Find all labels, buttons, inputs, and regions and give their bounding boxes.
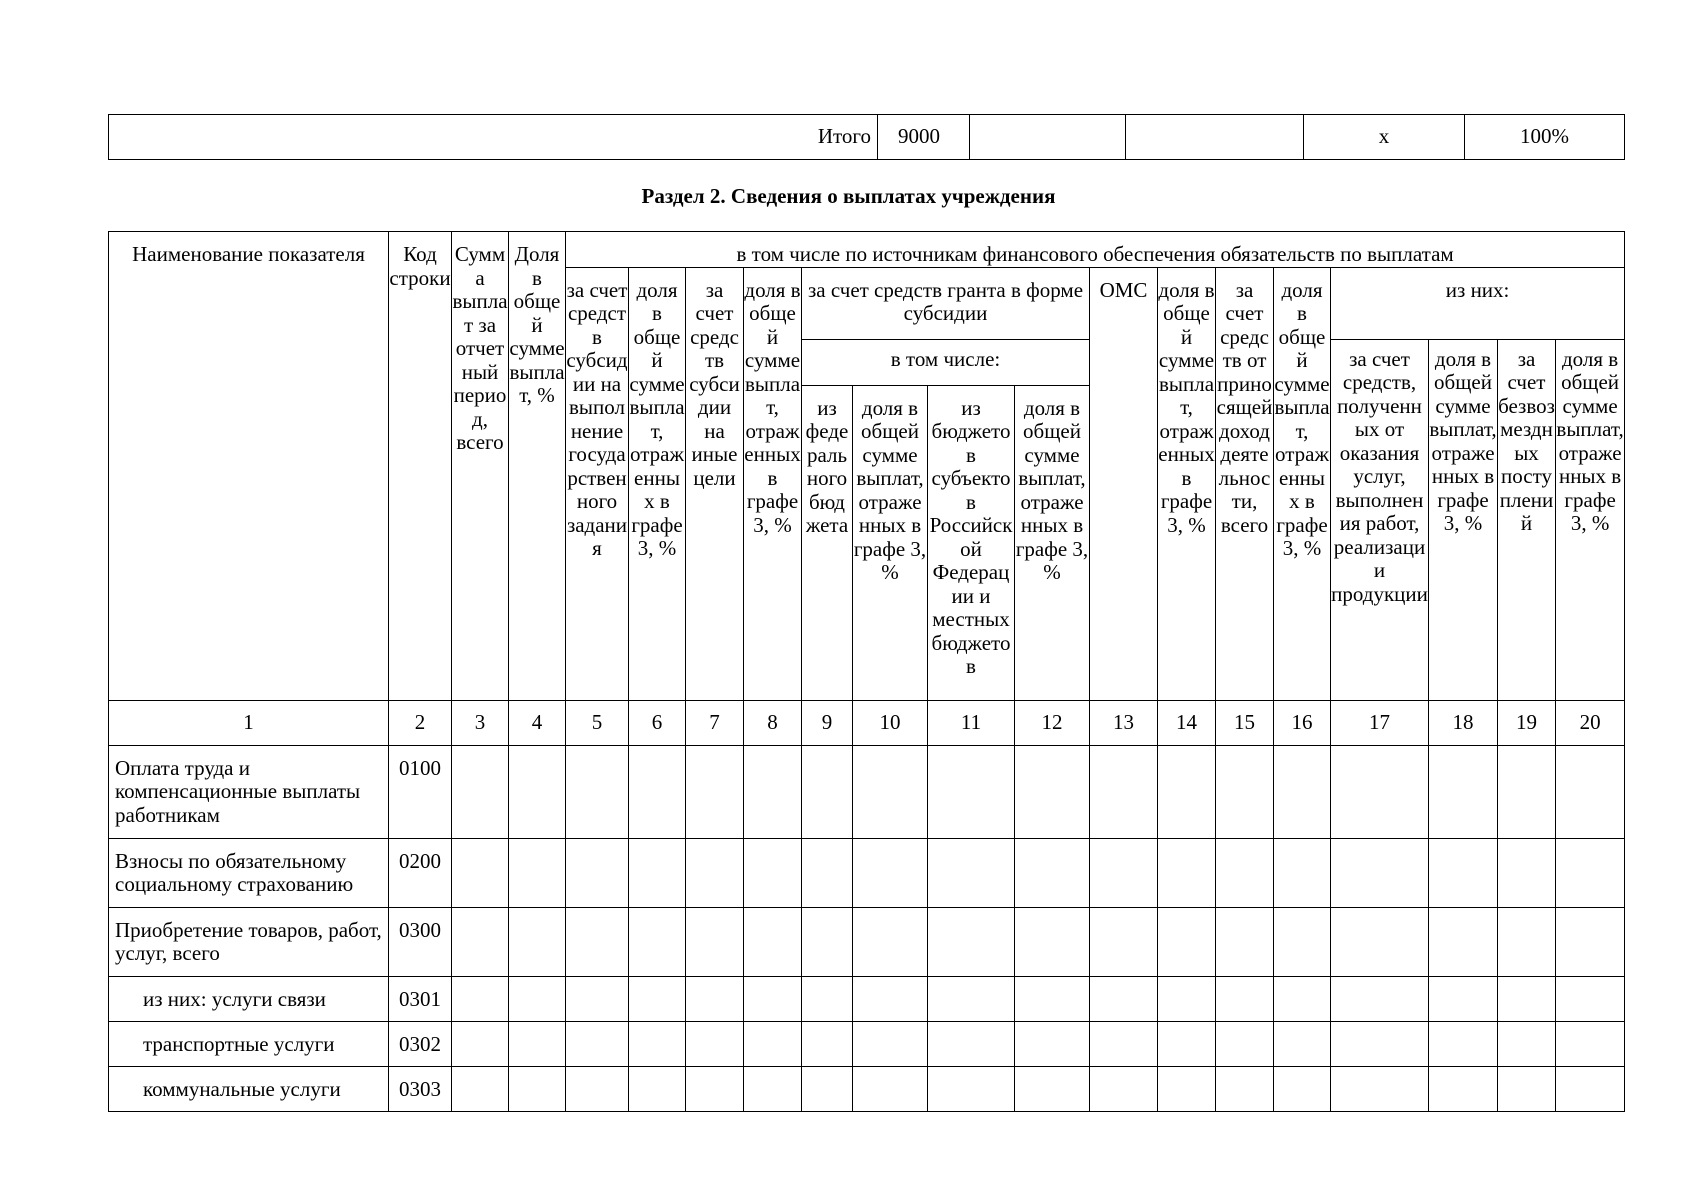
table-row [109,838,1625,907]
data-cell [1090,1021,1158,1066]
column-number: 18 [1429,700,1498,745]
data-cell [1556,838,1625,907]
row-label: Приобретение товаров, работ, услуг, всего [109,907,389,976]
itogo-cell: x [1304,115,1465,160]
data-cell [1015,907,1090,976]
column-number: 19 [1498,700,1556,745]
column-number: 7 [686,700,744,745]
data-cell [802,838,853,907]
itogo-cell [970,115,1126,160]
data-cell [853,1021,928,1066]
data-cell [1274,907,1331,976]
data-cell [1429,1066,1498,1111]
header-col-10: доля в общей сумме выплат, отраженных в графе 3, % [853,385,928,700]
data-cell [629,745,686,838]
data-cell [744,745,802,838]
data-cell [1158,745,1216,838]
data-cell [566,838,629,907]
data-cell [1274,1066,1331,1111]
data-cell [802,745,853,838]
header-col-11: из бюджетов субъектов Российской Федерации и местных бюджетов [928,385,1015,700]
header-sources: в том числе по источникам финансового обеспечения обязательств по выплатам [566,232,1625,268]
data-cell [452,838,509,907]
column-number: 6 [629,700,686,745]
data-cell [1556,976,1625,1021]
row-code: 0200 [389,838,452,907]
data-cell [1216,907,1274,976]
column-number: 20 [1556,700,1625,745]
data-cell [744,907,802,976]
data-cell [1556,907,1625,976]
itogo-row [109,115,1625,160]
data-cell [1090,1066,1158,1111]
data-cell [1331,1066,1429,1111]
column-number: 13 [1090,700,1158,745]
data-cell [566,1021,629,1066]
data-cell [853,1066,928,1111]
data-cell [686,1021,744,1066]
payments-table [108,231,1625,1112]
data-cell [452,907,509,976]
data-cell [629,1021,686,1066]
header-col-15: за счет средств от приносящей доход деятельности, всего [1216,267,1274,700]
header-col-17: за счет средств, полученных от оказания услуг, выполнения работ, реализации продукции [1331,339,1429,700]
column-number: 8 [744,700,802,745]
section-title: Раздел 2. Сведения о выплатах учреждения [641,184,1056,208]
data-cell [509,1021,566,1066]
data-cell [452,1021,509,1066]
itogo-cell: 100% [1465,115,1625,160]
header-incl: в том числе: [802,339,1090,385]
column-number: 10 [853,700,928,745]
data-cell [1274,745,1331,838]
column-number: 15 [1216,700,1274,745]
header-grant: за счет средств гранта в форме субсидии [802,267,1090,339]
itogo-table [108,114,1625,160]
data-cell [1498,1066,1556,1111]
itogo-label: Итого [109,115,878,160]
row-label: Взносы по обязательному социальному страхованию [109,838,389,907]
data-cell [1274,1021,1331,1066]
data-cell [509,838,566,907]
column-number: 17 [1331,700,1429,745]
itogo-code: 9000 [878,115,970,160]
row-code: 0100 [389,745,452,838]
data-cell [928,907,1015,976]
column-number: 16 [1274,700,1331,745]
row-label: Оплата труда и компенсационные выплаты работникам [109,745,389,838]
header-col-18: доля в общей сумме выплат, отраженных в графе 3, % [1429,339,1498,700]
data-cell [1015,1021,1090,1066]
column-number: 3 [452,700,509,745]
header-col-20: доля в общей сумме выплат, отраженных в графе 3, % [1556,339,1625,700]
row-label: транспортные услуги [109,1021,389,1066]
data-cell [1158,976,1216,1021]
data-cell [744,1066,802,1111]
header-row-1 [109,232,1625,268]
data-cell [853,976,928,1021]
data-cell [1331,838,1429,907]
data-cell [1331,745,1429,838]
column-number: 9 [802,700,853,745]
data-cell [853,745,928,838]
data-cell [802,1066,853,1111]
data-cell [566,907,629,976]
header-col-7: за счет средств субсидии на иные цели [686,267,744,700]
row-label: коммунальные услуги [109,1066,389,1111]
data-cell [1274,838,1331,907]
header-col-19: за счет безвозмездных поступлений [1498,339,1556,700]
data-cell [1429,976,1498,1021]
data-cell [509,907,566,976]
data-cell [1158,1066,1216,1111]
data-cell [744,1021,802,1066]
data-cell [1498,745,1556,838]
data-cell [452,745,509,838]
column-number: 4 [509,700,566,745]
data-cell [1216,745,1274,838]
data-cell [1429,745,1498,838]
data-cell [686,745,744,838]
data-cell [686,976,744,1021]
data-cell [452,976,509,1021]
data-cell [928,1066,1015,1111]
data-cell [802,907,853,976]
data-cell [1015,838,1090,907]
data-cell [629,907,686,976]
data-cell [1216,838,1274,907]
table-row [109,745,1625,838]
data-cell [1015,745,1090,838]
data-cell [1216,1066,1274,1111]
data-cell [1158,907,1216,976]
data-cell [1090,907,1158,976]
data-cell [629,1066,686,1111]
data-cell [802,976,853,1021]
row-code: 0303 [389,1066,452,1111]
data-cell [566,745,629,838]
itogo-cell [1126,115,1304,160]
table-row [109,1021,1625,1066]
data-cell [1498,838,1556,907]
data-cell [1556,1066,1625,1111]
data-cell [853,907,928,976]
header-col-8: доля в общей сумме выплат, отраженных в графе 3, % [744,267,802,700]
table-row [109,976,1625,1021]
header-col-16: доля в общей сумме выплат, отраженных в графе 3, % [1274,267,1331,700]
data-cell [1090,976,1158,1021]
data-cell [1090,745,1158,838]
header-col-9: из федерального бюджета [802,385,853,700]
data-cell [928,838,1015,907]
row-code: 0301 [389,976,452,1021]
data-cell [509,1066,566,1111]
column-number: 11 [928,700,1015,745]
data-cell [744,838,802,907]
data-cell [1158,1021,1216,1066]
row-code: 0302 [389,1021,452,1066]
data-cell [1090,838,1158,907]
data-cell [1429,838,1498,907]
header-col-14: доля в общей сумме выплат, отраженных в графе 3, % [1158,267,1216,700]
data-cell [1556,745,1625,838]
data-cell [452,1066,509,1111]
header-col-13: ОМС [1090,267,1158,700]
data-cell [566,1066,629,1111]
column-numbers-row [109,700,1625,745]
column-number: 14 [1158,700,1216,745]
table-row [109,1066,1625,1111]
data-cell [1015,1066,1090,1111]
data-cell [853,838,928,907]
column-number: 12 [1015,700,1090,745]
data-cell [1498,1021,1556,1066]
data-cell [686,1066,744,1111]
data-cell [744,976,802,1021]
data-cell [928,1021,1015,1066]
header-name: Наименование показателя [109,232,389,701]
data-cell [1331,976,1429,1021]
data-cell [1331,907,1429,976]
data-cell [928,745,1015,838]
data-cell [686,838,744,907]
header-col-12: доля в общей сумме выплат, отраженных в графе 3, % [1015,385,1090,700]
table-row [109,907,1625,976]
header-col-5: за счет средств субсидии на выполнение государственного задания [566,267,629,700]
column-number: 2 [389,700,452,745]
data-cell [509,745,566,838]
data-cell [1015,976,1090,1021]
column-number: 5 [566,700,629,745]
data-cell [928,976,1015,1021]
data-cell [509,976,566,1021]
row-label: из них: услуги связи [109,976,389,1021]
data-cell [1556,1021,1625,1066]
header-col-6: доля в общей сумме выплат, отраженных в графе 3, % [629,267,686,700]
header-total: Сумма выплат за отчетный период, всего [452,232,509,701]
data-cell [802,1021,853,1066]
header-code: Код строки [389,232,452,701]
header-of-them: из них: [1331,267,1625,339]
data-cell [1216,1021,1274,1066]
data-cell [1331,1021,1429,1066]
data-cell [686,907,744,976]
data-cell [1158,838,1216,907]
data-cell [1498,907,1556,976]
row-code: 0300 [389,907,452,976]
data-cell [629,976,686,1021]
data-cell [1274,976,1331,1021]
data-cell [1429,1021,1498,1066]
data-cell [566,976,629,1021]
data-cell [1216,976,1274,1021]
data-cell [629,838,686,907]
column-number: 1 [109,700,389,745]
header-share: Доля в общей сумме выплат, % [509,232,566,701]
data-cell [1429,907,1498,976]
data-cell [1498,976,1556,1021]
